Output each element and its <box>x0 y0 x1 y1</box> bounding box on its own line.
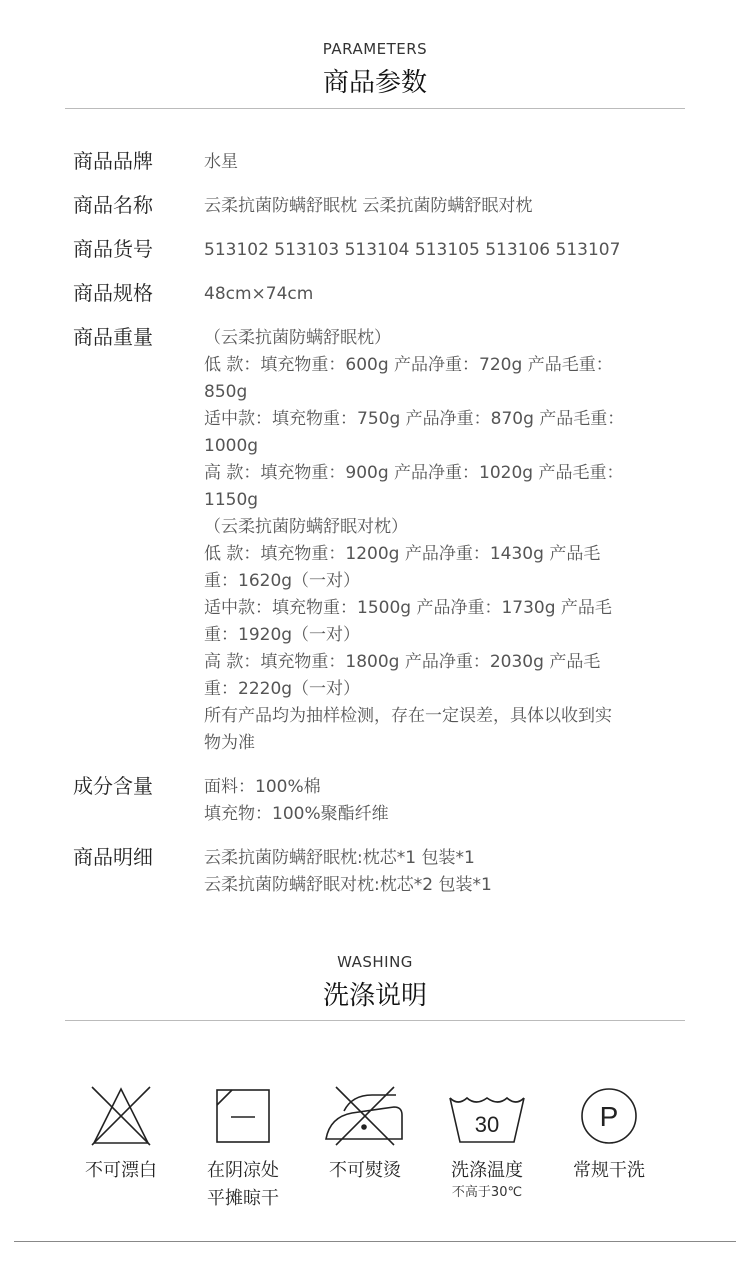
wash-temp-sub: 不高于30℃ <box>451 1185 523 1200</box>
param-value-line: 云柔抗菌防螨舒眠枕:枕芯*1 包装*1 <box>204 848 475 868</box>
wash-temp-text: 30 <box>474 1112 500 1137</box>
param-value-line: 面料：100%棉 <box>204 777 321 797</box>
param-value-line: 850g <box>204 382 248 402</box>
dry-flat-label-2: 平摊晾干 <box>207 1188 279 1209</box>
param-value <box>204 192 673 220</box>
washing-title-cn: 洗涤说明 <box>322 981 427 1011</box>
washing-divider <box>65 1020 685 1021</box>
parameters-table <box>73 148 673 915</box>
param-value-line: 适中款：填充物重：750g 产品净重：870g 产品毛重： <box>204 409 625 429</box>
param-value-line: 1150g <box>204 490 259 510</box>
param-value <box>204 148 673 176</box>
dry-clean-p-icon <box>578 1085 640 1147</box>
param-value-line: 适中款：填充物重：1500g 产品净重：1730g 产品毛 <box>204 598 612 618</box>
dry-clean-letter: P <box>599 1101 619 1132</box>
washing-item-dry-clean <box>548 1075 670 1213</box>
param-row <box>73 192 673 220</box>
washing-title-en: WASHING <box>337 953 413 971</box>
param-value-line: 水星 <box>204 152 238 172</box>
dry-flat-shade-icon <box>214 1087 272 1145</box>
param-label: 商品名称 <box>73 193 153 217</box>
param-value-line: 云柔抗菌防螨舒眠枕 云柔抗菌防螨舒眠对枕 <box>204 196 533 216</box>
no-iron-label: 不可熨烫 <box>329 1160 401 1181</box>
param-value-line: 低 款：填充物重：600g 产品净重：720g 产品毛重： <box>204 355 613 375</box>
param-value-line: 低 款：填充物重：1200g 产品净重：1430g 产品毛 <box>204 544 601 564</box>
washing-item-no-iron <box>304 1075 426 1213</box>
param-value-line: 重：2220g（一对） <box>204 679 361 699</box>
param-label: 商品品牌 <box>73 149 153 173</box>
param-value <box>204 844 673 899</box>
bottom-divider <box>14 1241 736 1242</box>
param-label: 商品货号 <box>73 237 153 261</box>
parameters-title-en: PARAMETERS <box>322 40 428 58</box>
param-value-line: 填充物：100%聚酯纤维 <box>204 804 389 824</box>
param-value <box>204 324 673 757</box>
param-value-line: 所有产品均为抽样检测，存在一定误差，具体以收到实 <box>204 706 612 726</box>
parameters-header <box>0 40 750 99</box>
param-value-line: 高 款：填充物重：1800g 产品净重：2030g 产品毛 <box>204 652 601 672</box>
param-label: 商品明细 <box>73 845 153 869</box>
param-label: 商品规格 <box>73 281 153 305</box>
param-row <box>73 844 673 899</box>
param-row <box>73 236 673 264</box>
dry-flat-label-1: 在阴凉处 <box>207 1160 279 1181</box>
param-value-line: 云柔抗菌防螨舒眠对枕:枕芯*2 包装*1 <box>204 875 492 895</box>
washing-item-dry-flat <box>182 1075 304 1213</box>
wash-temp-label: 洗涤温度 <box>451 1160 523 1181</box>
param-value-line: 513102 513103 513104 513105 513106 513107 <box>204 240 621 260</box>
param-value <box>204 280 673 308</box>
washing-item-wash-30 <box>426 1075 548 1213</box>
param-value-line: 高 款：填充物重：900g 产品净重：1020g 产品毛重： <box>204 463 624 483</box>
param-value-line: 1000g <box>204 436 259 456</box>
washing-item-no-bleach <box>60 1075 182 1213</box>
param-value-line: （云柔抗菌防螨舒眠枕） <box>204 328 391 348</box>
param-value-line: 重：1920g（一对） <box>204 625 361 645</box>
parameters-divider <box>65 108 685 109</box>
washing-header <box>0 953 750 1012</box>
no-iron-icon <box>322 1083 408 1149</box>
param-value <box>204 773 673 828</box>
param-value-line: 物为准 <box>204 733 255 753</box>
param-value-line: 48cm×74cm <box>204 284 314 304</box>
parameters-title-cn: 商品参数 <box>322 68 427 98</box>
param-row <box>73 773 673 828</box>
param-label: 商品重量 <box>73 325 153 349</box>
param-value-line: 重：1620g（一对） <box>204 571 361 591</box>
param-value <box>204 236 673 264</box>
wash-30-icon <box>446 1086 528 1146</box>
param-row <box>73 280 673 308</box>
washing-icons <box>60 1075 700 1213</box>
dry-clean-label: 常规干洗 <box>573 1160 645 1181</box>
param-row <box>73 324 673 757</box>
no-bleach-label: 不可漂白 <box>85 1160 157 1181</box>
param-row <box>73 148 673 176</box>
param-label: 成分含量 <box>73 774 153 798</box>
param-value-line: （云柔抗菌防螨舒眠对枕） <box>204 517 408 537</box>
no-bleach-icon <box>86 1083 156 1149</box>
